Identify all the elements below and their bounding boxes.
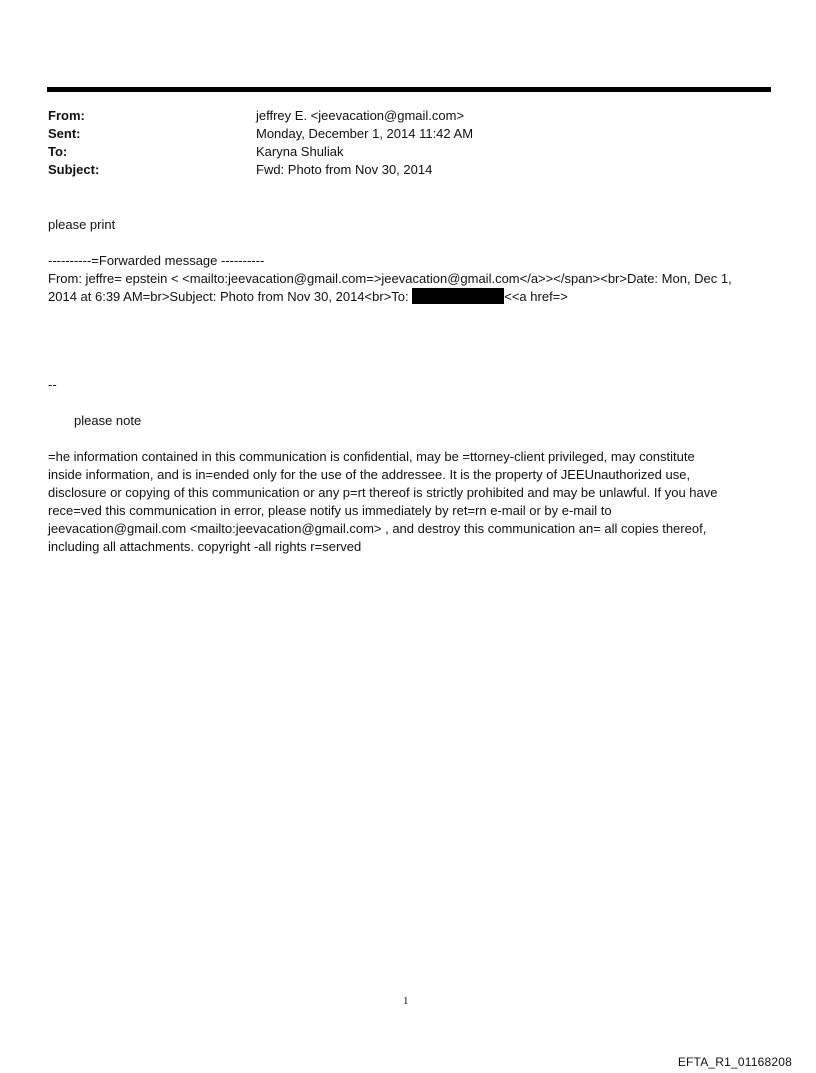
- greeting-text: please print: [48, 217, 116, 232]
- to-label: To:: [48, 144, 68, 159]
- forward-line-1: From: jeffre= epstein < <mailto:jeevacation@gmail.com=>jeevacation@gmail.com</a>></span><br>Date: Mon, Dec 1,: [48, 271, 732, 286]
- subject-label: Subject:: [48, 162, 100, 177]
- to-row: [48, 143, 748, 161]
- disclaimer-line: =he information contained in this communication is confidential, may be =ttorney-client privileged, may constitute: [48, 449, 695, 464]
- disclaimer-line: rece=ved this communication in error, please notify us immediately by ret=rn e-mail or by e-mail to: [48, 503, 612, 518]
- subject-value: Fwd: Photo from Nov 30, 2014: [256, 162, 433, 177]
- email-header: [48, 107, 748, 179]
- disclaimer-line: disclosure or copying of this communication or any p=rt thereof is strictly prohibited and may be unlawful. If you have: [48, 485, 718, 500]
- disclaimer-line: including all attachments. copyright -all rights r=served: [48, 539, 362, 554]
- from-row: [48, 107, 748, 125]
- redaction-block: [412, 288, 504, 304]
- sent-row: [48, 125, 748, 143]
- subject-row: [48, 161, 748, 179]
- sent-label: Sent:: [48, 126, 81, 141]
- from-value: jeffrey E. <jeevacation@gmail.com>: [256, 108, 465, 123]
- document-id: EFTA_R1_01168208: [677, 1055, 792, 1069]
- to-value: Karyna Shuliak: [256, 144, 344, 159]
- forward-line-2: [48, 288, 568, 306]
- sent-value: Monday, December 1, 2014 11:42 AM: [256, 126, 474, 141]
- page-number: 1: [403, 995, 409, 1007]
- disclaimer-block: [48, 448, 768, 556]
- disclaimer-line: inside information, and is in=ended only for the use of the addressee. It is the property of JEEUnauthorized use,: [48, 467, 691, 482]
- from-label: From:: [48, 108, 85, 123]
- signature-separator: --: [48, 377, 57, 392]
- forward-line-2-suffix: <<a href=>: [504, 289, 568, 304]
- forward-marker: ----------=Forwarded message ----------: [48, 253, 265, 268]
- note-text: please note: [74, 413, 142, 428]
- disclaimer-line: jeevacation@gmail.com <mailto:jeevacation@gmail.com> , and destroy this communication an= all copies thereof,: [48, 521, 707, 536]
- header-rule: [47, 87, 771, 92]
- forward-line-2-prefix: 2014 at 6:39 AM=br>Subject: Photo from Nov 30, 2014<br>To:: [48, 289, 413, 304]
